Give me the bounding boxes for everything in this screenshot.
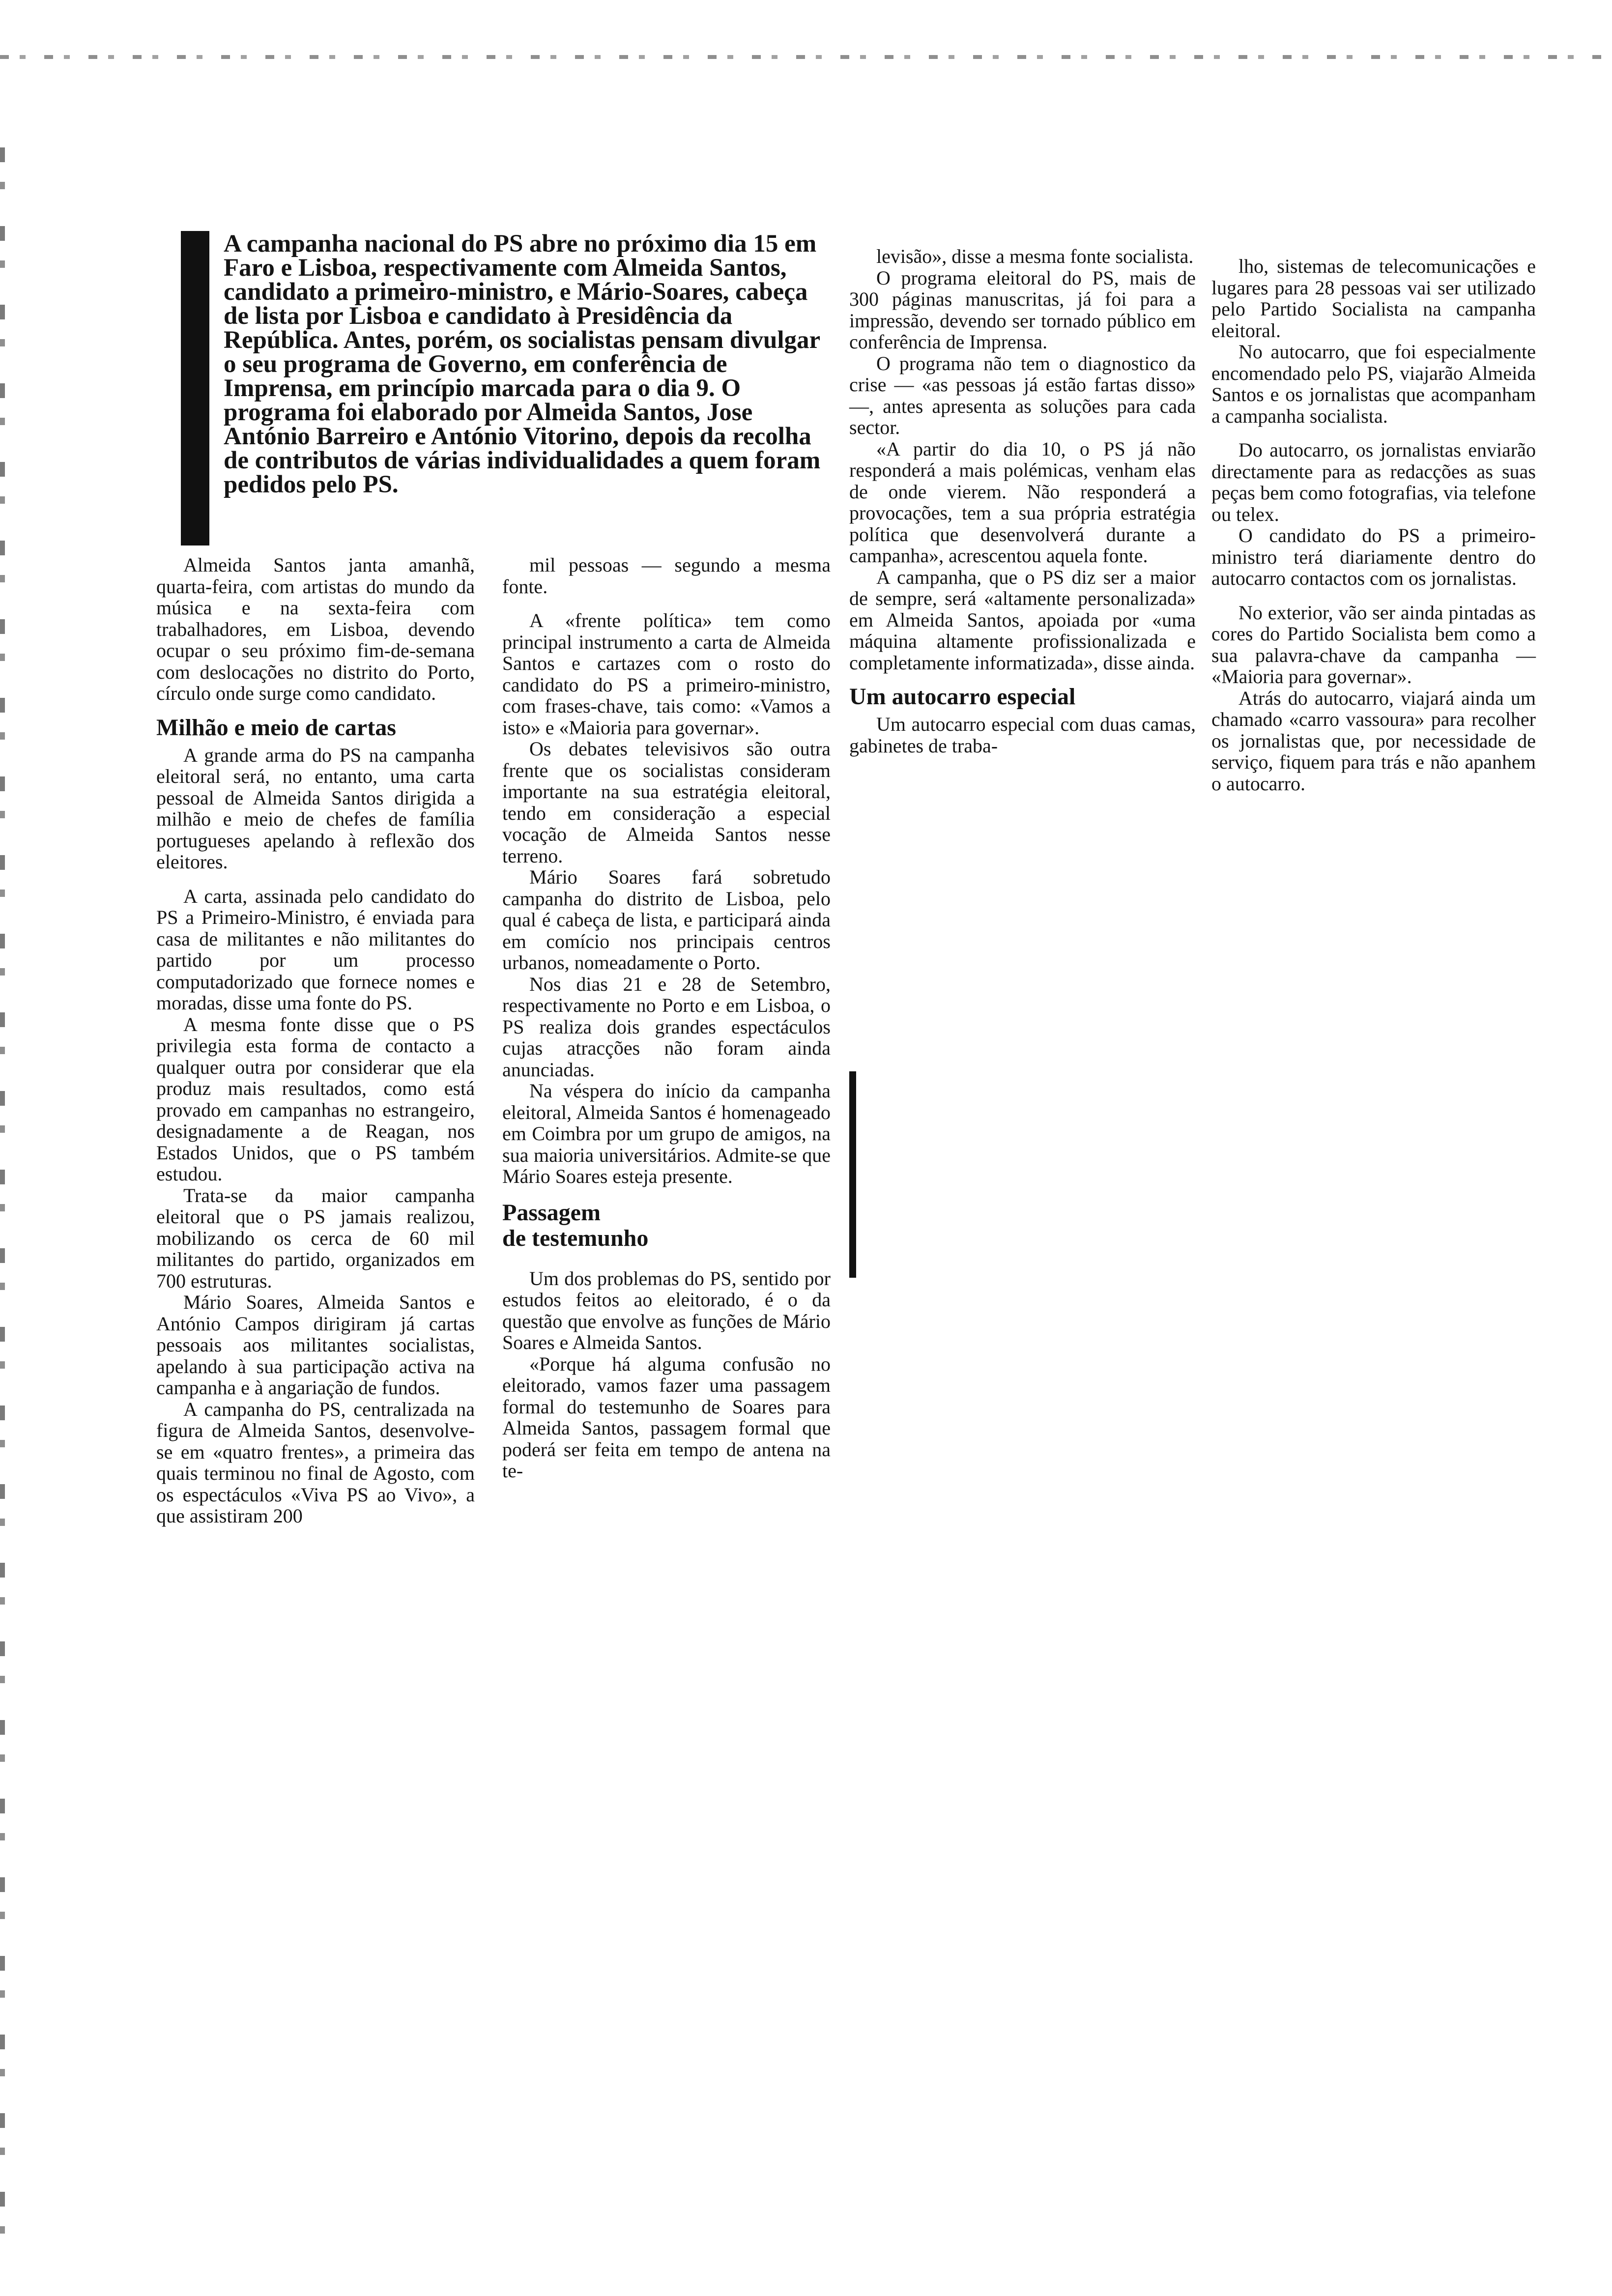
lead-accent-bar — [181, 231, 209, 545]
paragraph: A campanha, que o PS diz ser a maior de sempre, será «altamente personalizada» em Almeida Santos, apoiada por «uma máquina altamente profissionalizada e completamente informatizada», disse ainda. — [849, 566, 1196, 674]
heading-line-2: de testemunho — [502, 1225, 649, 1251]
paragraph: Mário Soares fará sobretudo campanha do distrito de Lisboa, pelo qual é cabeça de lista, e participará ainda em comício nos principais centros urbanos, nomeadamente o Porto. — [502, 866, 831, 974]
paragraph: O programa eleitoral do PS, mais de 300 páginas manuscritas, já foi para a impressão, devendo ser tornado público em conferência de Imprensa. — [849, 266, 1196, 353]
heading-line-1: Passagem — [502, 1199, 601, 1226]
paragraph: A campanha do PS, centralizada na figura de Almeida Santos, desenvolve-se em «quatro frentes», a primeira das quais terminou no final de Agosto, com os espectáculos «Viva PS ao Vivo», a que assistiram 200 — [156, 1398, 475, 1527]
scan-artifact-left-edge — [0, 147, 5, 2261]
paragraph: A grande arma do PS na campanha eleitoral será, no entanto, uma carta pessoal de Almeida Santos dirigida a milhão e meio de chefes de família portugueses apelando à reflexão dos eleitores. — [156, 744, 475, 873]
scan-artifact-top — [0, 55, 1612, 59]
column-4 — [1211, 256, 1536, 794]
paragraph: O programa não tem o diagnostico da crise — «as pessoas já estão fartas disso» —, antes apresenta as soluções para cada sector. — [849, 352, 1196, 438]
column-1 — [156, 554, 475, 1527]
paragraph: Na véspera do início da campanha eleitoral, Almeida Santos é homenageado em Coimbra por um grupo de amigos, na sua maioria universitários. Admite-se que Mário Soares esteja presente. — [502, 1080, 831, 1187]
column-3 — [849, 246, 1196, 756]
paragraph: Nos dias 21 e 28 de Setembro, respectivamente no Porto e em Lisboa, o PS realiza dois grandes espectáculos cujas atracções não foram ainda anunciadas. — [502, 973, 831, 1081]
section-heading-testemunho — [502, 1200, 831, 1251]
paragraph: Os debates televisivos são outra frente que os socialistas consideram importante na sua estratégia eleitoral, tendo em consideração a especial vocação de Almeida Santos nesse terreno. — [502, 738, 831, 867]
column-accent-bar — [849, 1071, 856, 1278]
paragraph: A «frente política» tem como principal instrumento a carta de Almeida Santos e cartazes com o rosto do candidato do PS a primeiro-ministro, com frases-chave, tais como: «Vamos a isto» e «Maioria para governar». — [502, 609, 831, 739]
paragraph: Um dos problemas do PS, sentido por estudos feitos ao eleitorado, é o da questão que envolve as funções de Mário Soares e Almeida Santos. — [502, 1267, 831, 1353]
paragraph: No exterior, vão ser ainda pintadas as cores do Partido Socialista bem como a sua palavra-chave da campanha — «Maioria para governar». — [1211, 601, 1536, 688]
column-2 — [502, 554, 831, 1482]
article-lead: A campanha nacional do PS abre no próximo dia 15 em Faro e Lisboa, respectivamente com Almeida Santos, candidato a primeiro-ministro, e Mário-Soares, cabeça de lista por Lisboa e candidato à Presidência da República. Antes, porém, os socialistas pensam divulgar o seu programa de Governo, em conferência de Imprensa, em princípio marcada para o dia 9. O programa foi elaborado por Almeida Santos, Jose António Barreiro e António Vitorino, depois da recolha de contributos de várias individualidades a quem foram pedidos pelo PS. — [224, 230, 821, 498]
section-heading-cartas: Milhão e meio de cartas — [156, 714, 396, 741]
paragraph: Do autocarro, os jornalistas enviarão directamente para as redacções as suas peças bem como fotografias, via telefone ou telex. — [1211, 439, 1536, 525]
section-heading-autocarro: Um autocarro especial — [849, 684, 1076, 710]
paragraph: A carta, assinada pelo candidato do PS a Primeiro-Ministro, é enviada para casa de militantes e não militantes do partido por um processo computadorizado que fornece nomes e moradas, disse uma fonte do PS. — [156, 885, 475, 1014]
paragraph: lho, sistemas de telecomunicações e lugares para 28 pessoas vai ser utilizado pelo Partido Socialista na campanha eleitoral. — [1211, 255, 1536, 342]
paragraph: mil pessoas — segundo a mesma fonte. — [502, 554, 831, 598]
paragraph: levisão», disse a mesma fonte socialista. — [876, 245, 1194, 267]
paragraph: Atrás do autocarro, viajará ainda um chamado «carro vassoura» para recolher os jornalistas que, por necessidade de serviço, fiquem para trás e não apanhem o autocarro. — [1211, 687, 1536, 795]
paragraph: «A partir do dia 10, o PS já não responderá a mais polémicas, venham elas de onde vierem. Não responderá a provocações, tem a sua própria estratégia política que desenvolverá durante a campanha», acrescentou aquela fonte. — [849, 437, 1196, 567]
paragraph: Almeida Santos janta amanhã, quarta-feira, com artistas do mundo da música e na sexta-feira com trabalhadores, em Lisboa, devendo ocupar o seu próximo fim-de-semana com deslocações no distrito do Porto, círculo onde surge como candidato. — [156, 554, 475, 704]
paragraph: No autocarro, que foi especialmente encomendado pelo PS, viajarão Almeida Santos e os jornalistas que acompanham a campanha socialista. — [1211, 341, 1536, 427]
paragraph: O candidato do PS a primeiro-ministro terá diariamente dentro do autocarro contactos com os jornalistas. — [1211, 524, 1536, 589]
paragraph: Um autocarro especial com duas camas, gabinetes de traba- — [849, 713, 1196, 757]
paragraph: Mário Soares, Almeida Santos e António Campos dirigiram já cartas pessoais aos militantes socialistas, apelando à sua participação activa na campanha e à angariação de fundos. — [156, 1291, 475, 1399]
paragraph: «Porque há alguma confusão no eleitorado, vamos fazer uma passagem formal do testemunho de Soares para Almeida Santos, passagem formal que poderá ser feita em tempo de antena na te- — [502, 1352, 831, 1482]
paragraph: Trata-se da maior campanha eleitoral que o PS jamais realizou, mobilizando os cerca de 60 mil militantes do partido, organizados em 700 estruturas. — [156, 1184, 475, 1292]
paragraph: A mesma fonte disse que o PS privilegia esta forma de contacto a qualquer outra por considerar que ela produz mais resultados, como está provado em campanhas no estrangeiro, designadamente a de Reagan, nos Estados Unidos, que o PS também estudou. — [156, 1013, 475, 1185]
